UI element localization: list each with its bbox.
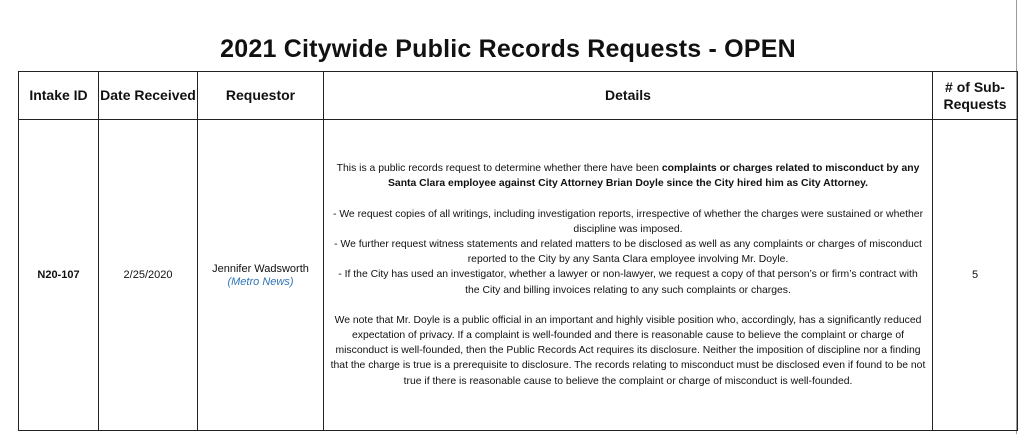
requestor-outlet: (Metro News) xyxy=(227,275,294,288)
header-intake-id: Intake ID xyxy=(19,72,99,120)
details-item-3: - If the City has used an investigator, whether a lawyer or non-lawyer, we request a copy of that person’s or firm’s contract with the City and billing invoices relating to any such complaints or charges. xyxy=(338,269,918,296)
page-title: 2021 Citywide Public Records Requests - OPEN xyxy=(220,35,796,63)
cell-intake-id: N20-107 xyxy=(19,120,99,431)
details-text xyxy=(324,161,932,389)
details-item-2: - We further request witness statements and related matters to be disclosed as well as any complaints or charges of misconduct reported to the City by any Santa Clara employee involving Mr. Doyle. xyxy=(334,238,922,266)
details-intro-before: This is a public records request to determine whether there have been xyxy=(336,163,659,175)
header-date-received: Date Received xyxy=(99,72,198,120)
records-table xyxy=(18,71,1018,431)
requestor-name: Jennifer Wadsworth xyxy=(212,262,309,275)
details-intro-highlight: complaints or charges related to misconduct by any Santa Clara employee against City Attorney Brian Doyle since the City hired him as City Attorney. xyxy=(387,163,920,190)
details-closing: We note that Mr. Doyle is a public official in an important and highly visible position who, accordingly, has a significantly reduced expectation of privacy. If a complaint is well-founded and there is reasonable cause to believe the complaint or charge of misconduct is well-founded, then the Public Records Act requires its disclosure. Neither the imposition of discipline nor a finding that the charge is true is a prerequisite to disclosure. The records relating to misconduct must be disclosed even if found to be not true if there is reasonable cause to believe the complaint or charge of misconduct is well-founded. xyxy=(330,314,926,387)
header-sub-requests: # of Sub-Requests xyxy=(933,72,1018,120)
header-requestor: Requestor xyxy=(198,72,324,120)
details-intro xyxy=(330,161,926,191)
table-row xyxy=(19,120,1018,431)
cell-details xyxy=(324,120,933,431)
cell-date-received: 2/25/2020 xyxy=(99,120,198,431)
cell-requestor xyxy=(198,120,324,431)
header-row xyxy=(19,72,1018,120)
cell-sub-requests: 5 xyxy=(933,120,1018,431)
details-item-1: - We request copies of all writings, including investigation reports, irrespective of whether the charges were sustained or whether discipline was imposed. xyxy=(332,208,924,235)
header-details: Details xyxy=(324,72,933,120)
